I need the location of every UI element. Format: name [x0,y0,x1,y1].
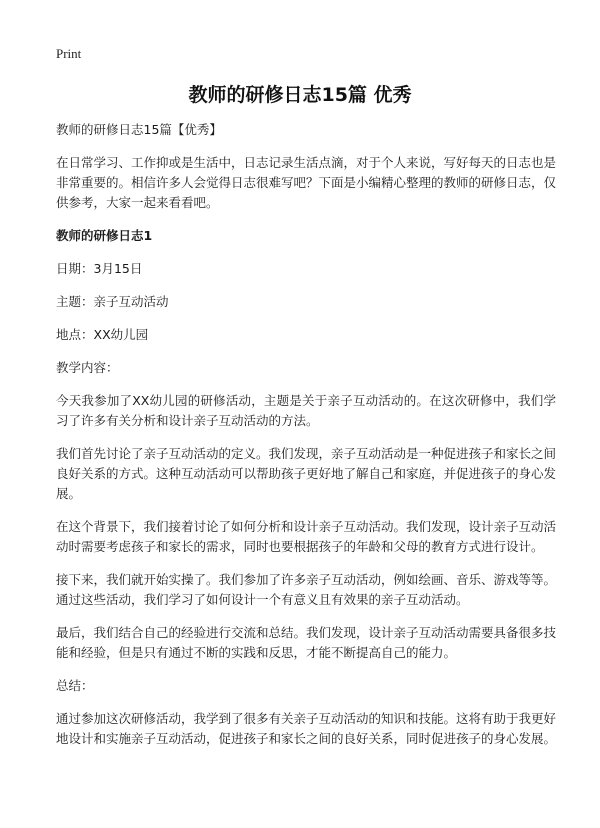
print-label: Print [56,46,82,61]
body-paragraph: 我们首先讨论了亲子互动活动的定义。我们发现，亲子互动活动是一种促进孩子和家长之间良好关系的方式。这种互动活动可以帮助孩子更好地了解自己和家庭，并促进孩子的身心发展。 [56,446,557,501]
document-subtitle: 教师的研修日志15篇【优秀】 [56,122,222,137]
document-title: 教师的研修日志15篇 优秀 [188,84,412,106]
location-line: 地点：XX幼儿园 [56,327,149,342]
body-paragraph: 接下来，我们就开始实操了。我们参加了许多亲子互动活动，例如绘画、音乐、游戏等等。通过这些活动，我们学习了如何设计一个有意义且有效果的亲子互动活动。 [56,572,557,607]
date-line: 日期：3月15日 [56,261,143,276]
topic-line: 主题：亲子互动活动 [56,294,169,309]
body-paragraph: 今天我参加了XX幼儿园的研修活动，主题是关于亲子互动活动的。在这次研修中，我们学习了许多有关分析和设计亲子互动活动的方法。 [56,393,556,428]
document-body [56,120,556,762]
content-label: 教学内容： [56,360,119,375]
summary-label: 总结： [56,678,94,693]
body-paragraph: 最后，我们结合自己的经验进行交流和总结。我们发现，设计亲子互动活动需要具备很多技能和经验，但是只有通过不断的实践和反思，才能不断提高自己的能力。 [56,625,557,660]
intro-paragraph: 在日常学习、工作抑或是生活中，日志记录生活点滴，对于个人来说，写好每天的日志也是非常重要的。相信许多人会觉得日志很难写吧？下面是小编精心整理的教师的研修日志，仅供参考，大家一起来看看吧。 [56,155,557,210]
section-heading: 教师的研修日志1 [56,228,153,243]
summary-paragraph: 通过参加这次研修活动，我学到了很多有关亲子互动活动的知识和技能。这将有助于我更好地设计和实施亲子互动活动，促进孩子和家长之间的良好关系，同时促进孩子的身心发展。 [56,711,557,746]
body-paragraph: 在这个背景下，我们接着讨论了如何分析和设计亲子互动活动。我们发现，设计亲子互动活动时需要考虑孩子和家长的需求，同时也要根据孩子的年龄和父母的教育方式进行设计。 [56,519,557,554]
